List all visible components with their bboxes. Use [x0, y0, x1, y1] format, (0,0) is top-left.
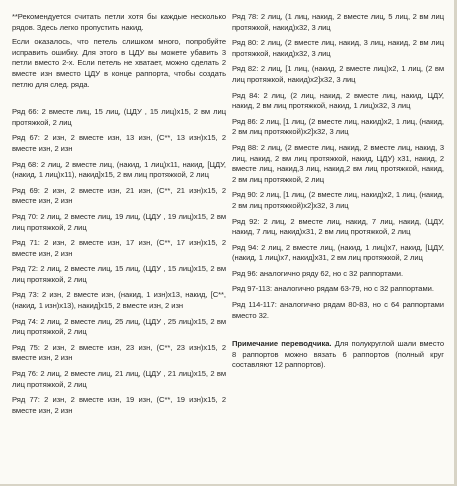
row-instruction: Ряд 66: 2 вместе лиц, 15 лиц, (ЦДУ , 15 лиц)х15, 2 вм лиц протяжкой, 2 лиц: [12, 107, 226, 127]
left-column: [12, 12, 226, 421]
spacer: [12, 94, 226, 107]
intro-paragraph: Если оказалось, что петель слишком много, попробуйте исправить ошибку. Для этого в ЦДУ вы можете убавить 3 петли вместо 2-х. Если петель не хватает, можно сделать 2 вместе изн вместо ЦДУ в конце раппорта, чтобы создать петлю для след. ряда.: [12, 37, 226, 89]
row-instruction: Ряд 84: 2 лиц, (2 лиц, накид, 2 вместе лиц, накид, ЦДУ, накид, 2 вм лиц протяжкой, накид, 1 лиц)х32, 3 лиц: [232, 90, 444, 111]
row-instruction: Ряд 73: 2 изн, 2 вместе изн, (накид, 1 изн)х13, накид, [С**, (накид, 1 изн)х13), накид]х15, 2 вместе изн, 2 изн: [12, 290, 226, 311]
row-instruction: Ряд 92: 2 лиц, 2 вместе лиц, накид, 7 лиц, накид, (ЦДУ, накид, 7 лиц, накид)х31, 2 вм лиц протяжкой, 2 лиц: [232, 216, 444, 237]
row-instruction: Ряд 96: аналогично ряду 62, но с 32 раппортами.: [232, 268, 404, 278]
row-instruction: Ряд 68: 2 лиц, 2 вместе лиц, (накид, 1 лиц)х11, накид, [ЦДУ, (накид, 1 лиц)х11), накид]х15, 2 вм лиц протяжкой, 2 лиц: [12, 159, 226, 180]
row-instruction: Ряд 72: 2 лиц, 2 вместе лиц, 15 лиц, (ЦДУ , 15 лиц)х15, 2 вм лиц протяжкой, 2 лиц: [12, 264, 226, 284]
row-instruction: Ряд 78: 2 лиц, (1 лиц, накид, 2 вместе лиц, 5 лиц, 2 вм лиц протяжкой, накид)х32, 3 лиц: [232, 12, 444, 32]
row-instruction: Ряд 76: 2 лиц, 2 вместе лиц, 21 лиц, (ЦДУ , 21 лиц)х15, 2 вм лиц протяжкой, 2 лиц: [12, 369, 226, 389]
row-instruction: Ряд 75: 2 изн, 2 вместе изн, 23 изн, (С**, 23 изн)х15, 2 вместе изн, 2 изн: [12, 342, 226, 363]
row-instruction: Ряд 70: 2 лиц, 2 вместе лиц, 19 лиц, (ЦДУ , 19 лиц)х15, 2 вм лиц протяжкой, 2 лиц: [12, 211, 226, 232]
translator-note: [232, 339, 444, 371]
spacer: [232, 326, 444, 339]
row-instruction: Ряд 86: 2 лиц, [1 лиц, (2 вместе лиц, накид)х2, 1 лиц, (накид, 2 вм лиц протяжкой)х2]х32, 3 лиц: [232, 116, 444, 137]
row-instruction: Ряд 74: 2 лиц, 2 вместе лиц, 25 лиц, (ЦДУ , 25 лиц)х15, 2 вм лиц протяжкой, 2 лиц: [12, 316, 226, 337]
row-instruction: Ряд 82: 2 лиц, [1 лиц, (накид, 2 вместе лиц)х2, 1 лиц, (2 вм лиц протяжкой, накид)х2]х32, 3 лиц: [232, 64, 444, 84]
row-instruction: Ряд 114-117: аналогично рядам 80-83, но с 64 раппортами вместо 32.: [232, 300, 444, 320]
row-instruction: Ряд 71: 2 изн, 2 вместе изн, 17 изн, (С**, 17 изн)х15, 2 вместе изн, 2 изн: [12, 238, 226, 258]
row-instruction: Ряд 80: 2 лиц, (2 вместе лиц, накид, 3 лиц, накид, 2 вм лиц протяжкой, накид)х32, 3 лиц: [232, 38, 444, 58]
translator-note-heading: Примечание переводчика.: [232, 339, 332, 349]
row-instruction: Ряд 97-113: аналогично рядам 63-79, но с 32 раппортами.: [232, 284, 434, 294]
translator-note-text: Для полукруглой шали вместо 8 раппортов можно вязать 6 раппортов (полный круг составляют 12 раппортов).: [232, 339, 444, 370]
row-instruction: Ряд 67: 2 изн, 2 вместе изн, 13 изн, (С**, 13 изн)х15, 2 вместе изн, 2 изн: [12, 133, 226, 153]
row-instruction: Ряд 94: 2 лиц, 2 вместе лиц, (накид, 1 лиц)х7, накид, [ЦДУ, (накид, 1 лиц)х7, накид]х31, 2 вм лиц протяжкой, 2 лиц: [232, 242, 444, 263]
row-instruction: Ряд 77: 2 изн, 2 вместе изн, 19 изн, (С**, 19 изн)х15, 2 вместе изн, 2 изн: [12, 395, 226, 415]
row-instruction: Ряд 90: 2 лиц, [1 лиц, (2 вместе лиц, накид)х2, 1 лиц, (накид, 2 вм лиц протяжкой)х2]х32, 3 лиц: [232, 190, 444, 210]
intro-note: **Рекомендуется считать петли хотя бы каждые несколько рядов. Здесь легко пропустить накид.: [12, 12, 226, 32]
row-instruction: Ряд 69: 2 изн, 2 вместе изн, 21 изн, (С**, 21 изн)х15, 2 вместе изн, 2 изн: [12, 185, 226, 206]
right-column: [232, 12, 444, 376]
row-instruction: Ряд 88: 2 лиц, (2 вместе лиц, накид, 2 вместе лиц, накид, 3 лиц, накид, 2 вм лиц протяжкой, накид, ЦДУ) х31, накид, 2 вместе лиц, накид,3 лиц, накид,2 вм лиц протяжкой, накид, 2 вм лиц протяжкой, 2 лиц: [232, 142, 444, 184]
